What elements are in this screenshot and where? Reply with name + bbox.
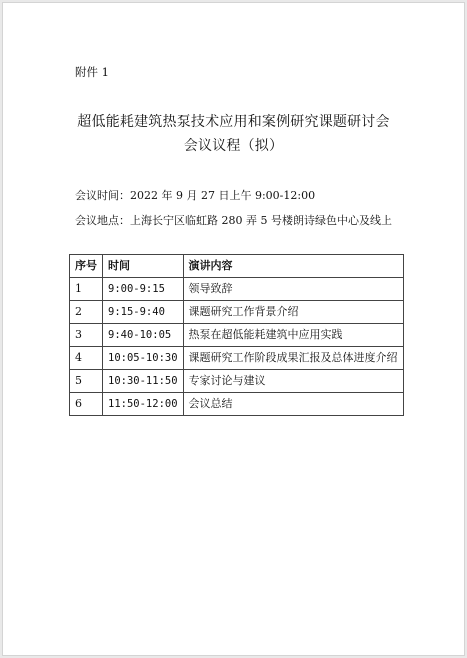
row-time: 10:05-10:30 <box>103 347 184 370</box>
row-topic: 课题研究工作阶段成果汇报及总体进度介绍 <box>183 347 403 370</box>
table-row <box>70 301 404 324</box>
row-topic: 领导致辞 <box>183 278 403 301</box>
meeting-place: 会议地点：上海长宁区临虹路 280 弄 5 号楼朗诗绿色中心及线上 <box>75 214 392 227</box>
row-time: 9:00-9:15 <box>103 278 184 301</box>
header-number: 序号 <box>70 255 103 278</box>
row-topic: 专家讨论与建议 <box>183 370 403 393</box>
row-number: 3 <box>70 324 103 347</box>
header-time: 时间 <box>103 255 184 278</box>
header-topic: 演讲内容 <box>183 255 403 278</box>
attachment-label: 附件 1 <box>75 65 109 79</box>
agenda-header-row <box>70 255 404 278</box>
table-row <box>70 324 404 347</box>
row-topic: 热泵在超低能耗建筑中应用实践 <box>183 324 403 347</box>
agenda-table <box>69 254 404 416</box>
row-topic: 课题研究工作背景介绍 <box>183 301 403 324</box>
row-time: 11:50-12:00 <box>103 393 184 416</box>
row-time: 9:15-9:40 <box>103 301 184 324</box>
row-number: 6 <box>70 393 103 416</box>
table-row <box>70 347 404 370</box>
row-time: 10:30-11:50 <box>103 370 184 393</box>
row-number: 2 <box>70 301 103 324</box>
table-row <box>70 278 404 301</box>
table-row <box>70 393 404 416</box>
row-time: 9:40-10:05 <box>103 324 184 347</box>
row-topic: 会议总结 <box>183 393 403 416</box>
meeting-time: 会议时间：2022 年 9 月 27 日上午 9:00-12:00 <box>75 189 316 202</box>
document-page <box>2 2 465 656</box>
document-title: 超低能耗建筑热泵技术应用和案例研究课题研讨会 <box>77 114 390 130</box>
table-row <box>70 370 404 393</box>
row-number: 1 <box>70 278 103 301</box>
row-number: 5 <box>70 370 103 393</box>
document-subtitle: 会议议程（拟） <box>183 138 284 154</box>
row-number: 4 <box>70 347 103 370</box>
